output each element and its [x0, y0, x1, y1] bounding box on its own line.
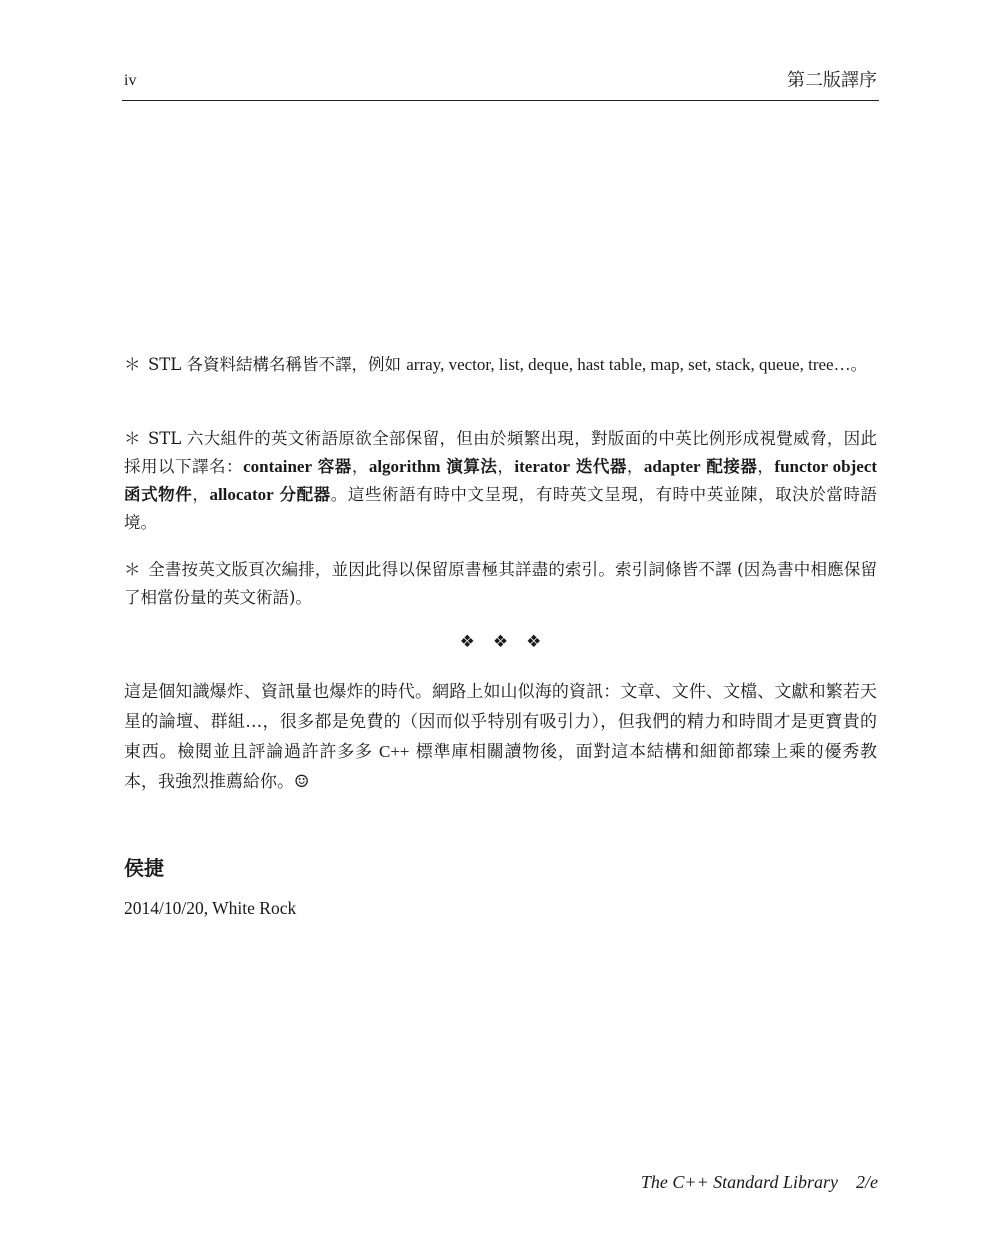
cpp-term: C++	[379, 742, 410, 761]
paragraph-text: 這是個知識爆炸、資訊量也爆炸的時代。網路上如山似海的資訊：文章、文件、文檔、文獻和繁若天星的論壇、群組…，很多都是免費的（因而似乎特別有吸引力），但我們的精力和時間才是更寶貴的東西。檢閱並且評論過許許多多	[124, 682, 877, 762]
term-zh: 配接器	[706, 457, 758, 476]
term-en: iterator	[514, 457, 571, 476]
term-separator: ，	[351, 457, 369, 476]
term-separator: ，	[192, 485, 210, 504]
page-header	[122, 62, 879, 101]
bullet-marker: ＊	[124, 429, 141, 448]
term-zh: 演算法	[446, 457, 498, 476]
bullet-text-end: 。	[850, 355, 868, 374]
bullet-terminology	[124, 425, 877, 537]
term-en: container	[243, 457, 313, 476]
bullet-marker: ＊	[124, 560, 141, 579]
term-zh: 容器	[317, 457, 352, 476]
edition: 2/e	[856, 1172, 878, 1192]
bullet-marker: ＊	[124, 355, 141, 374]
book-title: The C++ Standard Library	[640, 1172, 838, 1192]
separator-ornament-icon: ❖	[492, 632, 509, 652]
section-separator	[124, 632, 877, 652]
term-separator: ，	[626, 457, 644, 476]
bullet-text-cjk: STL 各資料結構名稱皆不譯，例如	[148, 355, 407, 374]
term-zh: 函式物件	[124, 485, 193, 504]
paragraph-text: 標準庫相關讀物後，面對這本結構和細節都臻上乘的優秀教本，我強烈推薦給你。	[124, 742, 878, 792]
term-en: adapter	[643, 457, 701, 476]
bullet-index	[124, 556, 877, 612]
date-place: 2014/10/20, White Rock	[124, 898, 297, 918]
term-zh: 分配器	[279, 485, 331, 504]
term-separator: ，	[497, 457, 515, 476]
term-separator: ，	[757, 457, 775, 476]
page-number: iv	[124, 72, 137, 89]
chapter-title: 第二版譯序	[787, 70, 877, 91]
bullet-text-latin: array, vector, list, deque, hast table, map, set, stack, queue, tree…	[406, 355, 851, 374]
term-en: functor object	[774, 457, 878, 476]
separator-ornament-icon: ❖	[526, 632, 542, 652]
term-en: algorithm	[368, 457, 441, 476]
term-en: allocator	[209, 485, 274, 504]
separator-ornament-icon: ❖	[459, 632, 475, 652]
bullet-data-structures	[124, 351, 877, 379]
translator-name: 侯捷	[124, 856, 164, 880]
page-footer	[641, 1172, 878, 1193]
bullet-intro: STL 六大組件的英文術語原欲全部保留，但由於頻繁出現，對版面的中英比例形成視覺威脅，因此採用以下譯名：	[124, 429, 877, 476]
term-zh: 迭代器	[575, 457, 627, 476]
smiley-icon: ☺	[294, 771, 310, 792]
bullet-tail: 。這些術語有時中文呈現，有時英文呈現，有時中英並陳，取決於當時語境。	[124, 485, 878, 532]
bullet-text: 全書按英文版頁次編排，並因此得以保留原書極其詳盡的索引。索引詞條皆不譯 (因為書中相應保留了相當份量的英文術語)。	[124, 560, 877, 607]
closing-paragraph	[124, 678, 877, 797]
